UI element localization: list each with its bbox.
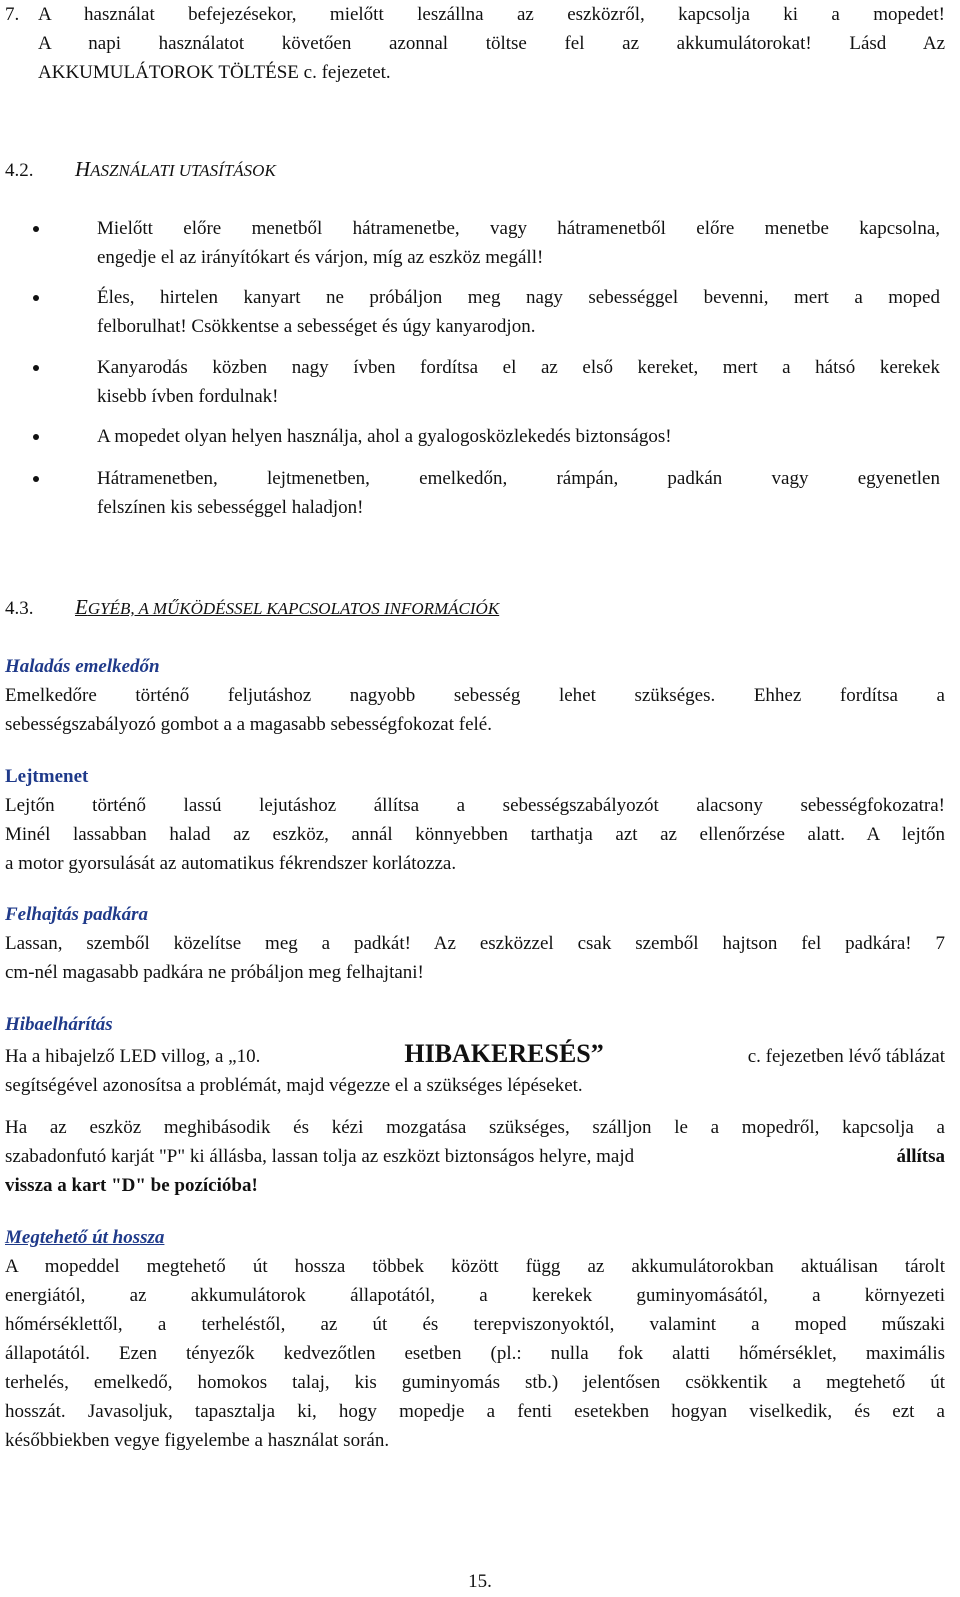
section-title: HASZNÁLATI UTASÍTÁSOK xyxy=(75,157,276,181)
numbered-item-7 xyxy=(5,0,945,87)
paragraph-line: A mopeddel megtehető út hossza többek között függ az akkumulátorokban aktuálisan tárolt xyxy=(5,1256,945,1277)
subheading-felhajtas: Felhajtás padkára xyxy=(5,904,149,925)
bullet-icon xyxy=(33,476,39,482)
subheading-megteheto: Megtehető út hossza xyxy=(5,1227,165,1248)
paragraph-line: Ha a hibajelző LED villog, a „10. HIBAKERESÉS” c. fejezetben lévő táblázat xyxy=(5,1039,945,1068)
item-line: A napi használatot követően azonnal töltse fel az akkumulátorokat! Lásd Az xyxy=(38,33,945,54)
paragraph-line: szabadonfutó karját "P" ki állásba, lassan tolja az eszközt biztonságos helyre, majd állítsa xyxy=(5,1146,945,1167)
paragraph-line: hosszát. Javasoljuk, tapasztalja ki, hogy mopedje a fenti esetekben hogyan viselkedik, és ezt a xyxy=(5,1401,945,1422)
paragraph-line: Lassan, szemből közelítse meg a padkát! Az eszközzel csak szemből hajtson fel padkára! 7 xyxy=(5,933,945,954)
item-line: AKKUMULÁTOROK TÖLTÉSE c. fejezetet. xyxy=(38,62,391,83)
paragraph-line: segítségével azonosítsa a problémát, majd végezze el a szükséges lépéseket. xyxy=(5,1075,583,1096)
subheading-lejtmenet: Lejtmenet xyxy=(5,766,89,787)
paragraph-line: állapotától. Ezen tényezők kedvezőtlen esetben (pl.: nulla fok alatti hőmérséklet, maximális xyxy=(5,1343,945,1364)
section-number: 4.2. xyxy=(5,160,34,181)
subheading-haladas: Haladás emelkedőn xyxy=(5,656,160,677)
paragraph-line: Minél lassabban halad az eszköz, annál könnyebben tarthatja azt az ellenőrzése alatt. A lejtőn xyxy=(5,824,945,845)
paragraph-line: későbbiekben vegye figyelembe a használat során. xyxy=(5,1430,390,1451)
paragraph-line: Ha az eszköz meghibásodik és kézi mozgatása szükséges, szálljon le a mopedről, kapcsolja a xyxy=(5,1117,945,1138)
paragraph-line: vissza a kart "D" be pozícióba! xyxy=(5,1175,258,1196)
document-page: 7. A használat befejezésekor, mielőtt leszállna az eszközről, kapcsolja ki a mopedet! A napi használatot követően azonnal töltse fel az akkumulátorokat! Lásd Az AKKUMULÁTOROK TÖLTÉSE c. fejezetet. 4.2. HASZNÁLATI UTASÍTÁSOK Mielőtt előre menetből hátramenetbe, vagy hátramenetből előre menetbe kapcsolna, engedje el az irányítókart és várjon, míg az eszköz megáll! Éles, hirtelen kanyart ne próbáljon meg nagy sebességgel bevenni, mert a moped felborulhat! Csökkentse a sebességet és úgy kanyarodjon. Kanyarodás közben nagy ívben fordítsa el az első kereket, mert a hátsó kerekek kisebb ívben fordulnak! A mopedet olyan helyen használja, ahol a gyalogosközlekedés biztonságos! Hátramenetben, lejtmenetben, emelkedőn, rámpán, padkán vagy egyenetlen felszínen kis sebességgel haladjon! 4.3. EGYÉB, A MŰKÖDÉSSEL KAPCSOLATOS INFORMÁCIÓK Haladás emelkedőn Emelkedőre történő feljutáshoz nagyobb sebesség lehet szükséges. Ehhez fordítsa a sebességszabályozó gombot a a magasabb sebességfokozat felé. Lejtmenet Lejtőn történő lassú lejutáshoz állítsa a sebességszabályozót alacsony sebességfokozatra! Minél lassabban halad az eszköz, annál könnyebben tarthatja azt az ellenőrzése alatt. A lejtőn a motor gyorsulását az automatikus fékrendszer korlátozza. Felhajtás padkára Lassan, szemből közelítse meg a padkát! Az eszközzel csak szemből hajtson fel padkára! 7 cm-nél magasabb padkára ne próbáljon meg felhajtani! Hibaelhárítás Ha a hibajelző LED villog, a „10. HIBAKERESÉS” c. fejezetben lévő táblázat segítségével azonosítsa a problémát, majd végezze el a szükséges lépéseket. Ha az eszköz meghibásodik és kézi mozgatása szükséges, szálljon le a mopedről, kapcsolja a szabadonfutó karját "P" ki állásba, lassan tolja az eszközt biztonságos helyre, majd állítsa vissza a kart "D" be pozícióba! Megtehető út hossza A mopeddel megtehető út hossza többek között függ az akkumulátorokban aktuálisan tárolt energiától, az akkumulátorok állapotától, a kerekek guminyomásától, a környezeti hőmérséklettől, a terheléstől, az út és terepviszonyoktól, valamint a moped műszaki állapotától. Ezen tényezők kedvezőtlen esetben (pl.: nulla fok alatti hőmérséklet, maximális terhelés, emelkedő, homokos talaj, kis guminyomás stb.) jelentősen csökkentik a megtehető út hosszát. Javasoljuk, tapasztalja ki, hogy mopedje a fenti esetekben hogyan viselkedik, és ezt a későbbiekben vegye figyelembe a használat során. 15. xyxy=(0,0,960,1597)
item-line: A használat befejezésekor, mielőtt leszállna az eszközről, kapcsolja ki a mopedet! xyxy=(38,4,945,25)
item-number: 7. xyxy=(5,4,20,25)
paragraph-line: sebességszabályozó gombot a a magasabb sebességfokozat felé. xyxy=(5,714,492,735)
section-title: EGYÉB, A MŰKÖDÉSSEL KAPCSOLATOS INFORMÁCIÓK xyxy=(75,595,500,619)
bullet-icon xyxy=(33,434,39,440)
subheading-hibaelharitas: Hibaelhárítás xyxy=(5,1014,113,1035)
bullet-icon xyxy=(33,226,39,232)
paragraph-line: Lejtőn történő lassú lejutáshoz állítsa a sebességszabályozót alacsony sebességfokozatra! xyxy=(5,795,945,816)
page-number: 15. xyxy=(468,1571,492,1592)
paragraph-line: energiától, az akkumulátorok állapotától, a kerekek guminyomásától, a környezeti xyxy=(5,1285,945,1306)
chapter-reference: HIBAKERESÉS” xyxy=(404,1039,604,1068)
bullet-icon xyxy=(33,295,39,301)
bullet-icon xyxy=(33,365,39,371)
paragraph-line: a motor gyorsulását az automatikus fékrendszer korlátozza. xyxy=(5,853,457,874)
paragraph-line: terhelés, emelkedő, homokos talaj, kis guminyomás stb.) jelentősen csökkentik a megtehető út xyxy=(5,1372,945,1393)
paragraph-line: hőmérséklettől, a terheléstől, az út és terepviszonyoktól, valamint a moped műszaki xyxy=(5,1314,945,1335)
paragraph-line: Emelkedőre történő feljutáshoz nagyobb sebesség lehet szükséges. Ehhez fordítsa a xyxy=(5,685,945,706)
paragraph-line: cm-nél magasabb padkára ne próbáljon meg felhajtani! xyxy=(5,962,424,983)
section-number: 4.3. xyxy=(5,598,34,619)
section-heading-4-2 xyxy=(5,155,945,185)
section-heading-4-3 xyxy=(5,593,945,623)
